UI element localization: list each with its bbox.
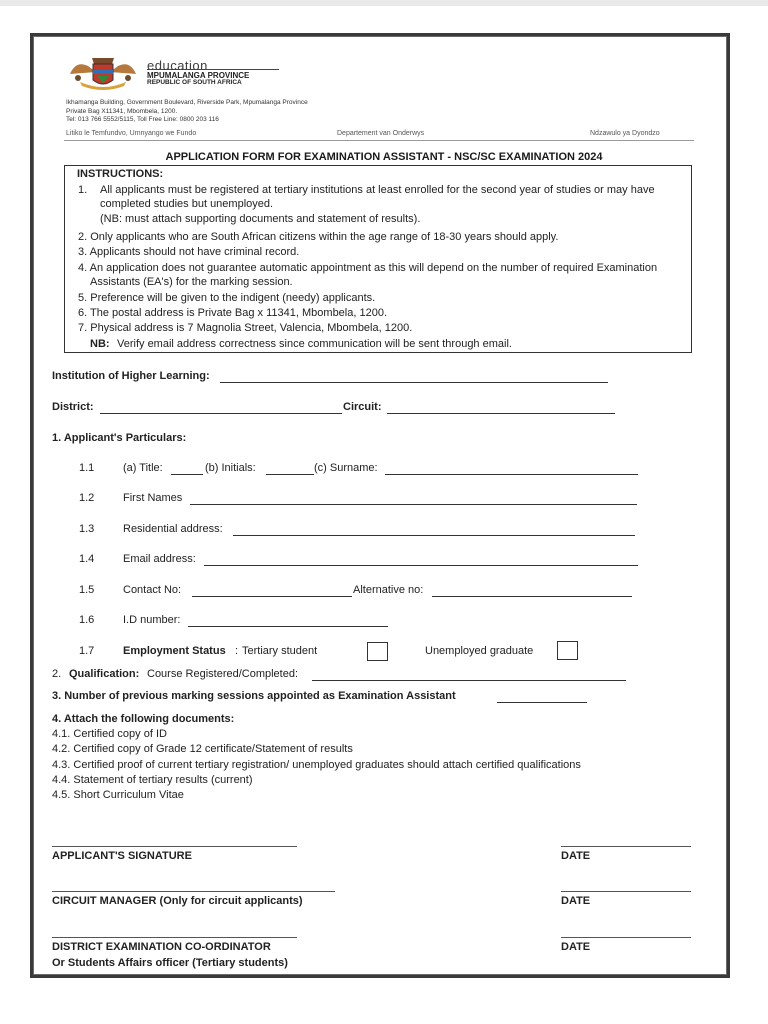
tertiary-student-label: Tertiary student: [242, 645, 318, 657]
applicant-signature-line[interactable]: [52, 846, 297, 847]
instruction-4-line-a: 4. An application does not guarantee automatic appointment as this will depend on the number of required Examination: [78, 262, 658, 274]
district-label: District:: [52, 401, 94, 413]
unemployed-graduate-checkbox[interactable]: [557, 641, 578, 660]
applicant-date-line[interactable]: [561, 846, 691, 847]
instruction-6: 6. The postal address is Private Bag x 11341, Mbombela, 1200.: [78, 307, 387, 319]
address-line-3: Tel: 013 766 5552/5115, Toll Free Line: 0800 203 116: [66, 116, 219, 123]
institution-label: Institution of Higher Learning:: [52, 370, 210, 382]
address-line-2: Private Bag X11341, Mbombela, 1200.: [66, 108, 178, 115]
district-coordinator-signature-line[interactable]: [52, 937, 297, 938]
province-name: MPUMALANGA PROVINCE: [147, 71, 250, 80]
nb-label: NB:: [90, 338, 110, 350]
instruction-1-line-c: (NB: must attach supporting documents and statement of results).: [100, 213, 421, 225]
document-4: 4.4. Statement of tertiary results (current): [52, 774, 253, 786]
item-1-2-number: 1.2: [79, 492, 95, 504]
instruction-7: 7. Physical address is 7 Magnolia Street, Valencia, Mbombela, 1200.: [78, 322, 413, 334]
circuit-manager-date-label: DATE: [561, 895, 591, 907]
contact-field[interactable]: [192, 596, 352, 597]
form-title: APPLICATION FORM FOR EXAMINATION ASSISTANT - NSC/SC EXAMINATION 2024: [165, 151, 603, 163]
document-1: 4.1. Certified copy of ID: [52, 728, 167, 740]
qualification-label: Qualification:: [69, 668, 140, 680]
instruction-1-line-b: completed studies but unemployed.: [100, 198, 274, 210]
qualification-field[interactable]: [312, 680, 626, 681]
item-1-7-number: 1.7: [79, 645, 95, 657]
district-coordinator-date-label: DATE: [561, 941, 591, 953]
section-1-heading: 1. Applicant's Particulars:: [52, 432, 187, 444]
header-divider: [64, 140, 694, 141]
logo-divider: [147, 69, 279, 70]
employment-status-label: Employment Status: [123, 645, 226, 657]
document-3: 4.3. Certified proof of current tertiary registration/ unemployed graduates should attach certified qualifications: [52, 759, 581, 771]
initials-label: (b) Initials:: [205, 462, 256, 474]
applicant-signature-label: APPLICANT'S SIGNATURE: [52, 850, 192, 862]
tagline-right: Ndzawulo ya Dyondzo: [590, 130, 660, 137]
surname-field[interactable]: [385, 474, 638, 475]
instruction-3: 3. Applicants should not have criminal record.: [78, 246, 300, 258]
instruction-2: 2. Only applicants who are South African citizens within the age range of 18-30 years should apply.: [78, 231, 559, 243]
document-5: 4.5. Short Curriculum Vitae: [52, 789, 184, 801]
circuit-field[interactable]: [387, 413, 615, 414]
circuit-manager-signature-line[interactable]: [52, 891, 335, 892]
circuit-manager-label: CIRCUIT MANAGER (Only for circuit applicants): [52, 895, 303, 907]
alternative-label: Alternative no:: [353, 584, 424, 596]
address-line-1: Ikhamanga Building, Government Boulevard, Riverside Park, Mpumalanga Province: [66, 99, 308, 106]
alternative-field[interactable]: [432, 596, 632, 597]
coat-of-arms-logo: [66, 52, 140, 92]
item-1-5-number: 1.5: [79, 584, 95, 596]
initials-field[interactable]: [266, 474, 314, 475]
previous-sessions-label: 3. Number of previous marking sessions appointed as Examination Assistant: [52, 690, 456, 702]
unemployed-graduate-label: Unemployed graduate: [425, 645, 534, 657]
applicant-date-label: DATE: [561, 850, 591, 862]
tertiary-student-checkbox[interactable]: [367, 642, 388, 661]
dept-word: education: [147, 58, 208, 73]
tagline-left: Litiko le Temfundvo, Umnyango we Fundo: [66, 130, 197, 137]
first-names-label: First Names: [123, 492, 183, 504]
item-1-6-number: 1.6: [79, 614, 95, 626]
instruction-1-line-a: All applicants must be registered at tertiary institutions at least enrolled for the second year of studies or may have: [100, 184, 655, 196]
id-number-field[interactable]: [188, 626, 388, 627]
contact-label: Contact No:: [123, 584, 182, 596]
first-names-field[interactable]: [190, 504, 637, 505]
email-label: Email address:: [123, 553, 196, 565]
district-coordinator-label: DISTRICT EXAMINATION CO-ORDINATOR: [52, 941, 271, 953]
title-field[interactable]: [171, 474, 203, 475]
item-2-number: 2.: [52, 668, 62, 680]
item-1-3-number: 1.3: [79, 523, 95, 535]
previous-sessions-field[interactable]: [497, 702, 587, 703]
district-coordinator-date-line[interactable]: [561, 937, 691, 938]
instructions-heading: INSTRUCTIONS:: [77, 168, 164, 180]
title-label: (a) Title:: [123, 462, 163, 474]
circuit-label: Circuit:: [343, 401, 382, 413]
id-number-label: I.D number:: [123, 614, 181, 626]
item-1-4-number: 1.4: [79, 553, 95, 565]
qualification-text: Course Registered/Completed:: [147, 668, 299, 680]
email-field[interactable]: [204, 565, 638, 566]
institution-field[interactable]: [220, 382, 608, 383]
attach-documents-heading: 4. Attach the following documents:: [52, 713, 235, 725]
circuit-manager-date-line[interactable]: [561, 891, 691, 892]
document-2: 4.2. Certified copy of Grade 12 certificate/Statement of results: [52, 743, 353, 755]
student-affairs-label: Or Students Affairs officer (Tertiary students): [52, 957, 288, 969]
republic-name: REPUBLIC OF SOUTH AFRICA: [147, 79, 242, 86]
residential-address-field[interactable]: [233, 535, 635, 536]
nb-text: Verify email address correctness since communication will be sent through email.: [117, 338, 512, 350]
instruction-5: 5. Preference will be given to the indigent (needy) applicants.: [78, 292, 376, 304]
surname-label: (c) Surname:: [314, 462, 378, 474]
residential-address-label: Residential address:: [123, 523, 223, 535]
tagline-center: Departement van Onderwys: [337, 130, 425, 137]
district-field[interactable]: [100, 413, 342, 414]
instruction-4-line-b: Assistants (EA's) for the marking session.: [90, 276, 293, 288]
instruction-1-number: 1.: [78, 184, 88, 196]
item-1-1-number: 1.1: [79, 462, 95, 474]
top-bar: [0, 0, 768, 6]
employment-status-colon: :: [235, 645, 239, 657]
